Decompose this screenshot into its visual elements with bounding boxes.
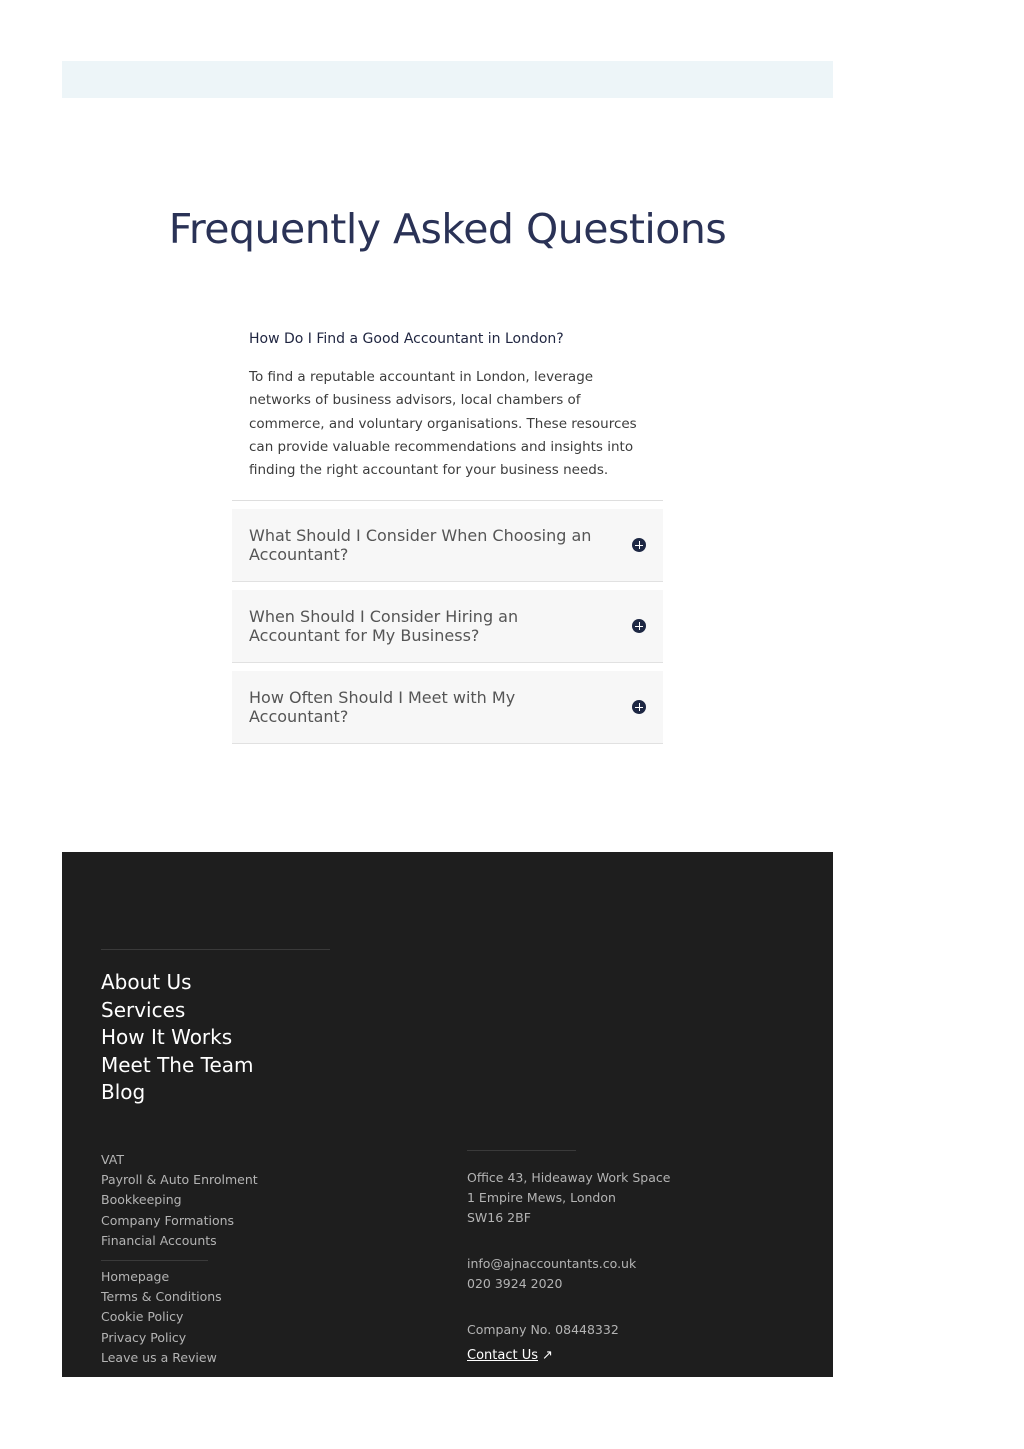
footer-services-list — [101, 1150, 258, 1251]
faq-accordion — [232, 318, 663, 744]
footer-service-link[interactable]: Financial Accounts — [101, 1232, 217, 1248]
footer-divider — [101, 1260, 208, 1261]
faq-answer: To find a reputable accountant in London, leverage networks of business advisors, local chambers of commerce, and voluntary organisations. These resources can provide valuable recommendations and insights into finding the right accountant for your business needs. — [249, 369, 637, 479]
footer-service-link[interactable]: VAT — [101, 1152, 124, 1167]
footer-legal-link[interactable]: Terms & Conditions — [101, 1289, 222, 1305]
footer-divider — [467, 1150, 576, 1151]
arrow-up-right-icon: ↗ — [542, 1348, 553, 1363]
company-number: Company No. 08448332 — [467, 1322, 619, 1337]
footer-nav-how-it-works[interactable]: How It Works — [101, 1025, 233, 1050]
plus-circle-icon[interactable] — [632, 700, 646, 714]
email-link[interactable]: info@ajnaccountants.co.uk — [467, 1256, 637, 1271]
faq-title: Frequently Asked Questions — [168, 205, 727, 253]
footer-service-link[interactable]: Company Formations — [101, 1212, 235, 1228]
footer-nav-meet-the-team[interactable]: Meet The Team — [101, 1052, 254, 1077]
faq-question: What Should I Consider When Choosing an Accountant? — [249, 526, 592, 565]
plus-circle-icon[interactable] — [632, 538, 646, 552]
footer-divider — [101, 949, 330, 950]
contact-us-link[interactable]: Contact Us — [467, 1348, 538, 1363]
footer-nav-about-us[interactable]: About Us — [101, 970, 192, 994]
faq-question: How Often Should I Meet with My Accountant? — [249, 688, 516, 727]
footer-legal-link[interactable]: Privacy Policy — [101, 1329, 187, 1345]
plus-circle-icon[interactable] — [632, 619, 646, 633]
faq-item[interactable] — [232, 590, 663, 663]
faq-item[interactable] — [232, 509, 663, 582]
footer-legal-link[interactable]: Leave us a Review — [101, 1349, 217, 1365]
site-footer — [62, 852, 833, 1377]
footer-legal-link[interactable]: Homepage — [101, 1269, 170, 1284]
footer-contact-block — [467, 1168, 670, 1363]
phone-link[interactable]: 020 3924 2020 — [467, 1276, 563, 1291]
footer-nav-services[interactable]: Services — [101, 997, 186, 1022]
footer-service-link[interactable]: Bookkeeping — [101, 1192, 182, 1208]
footer-legal-link[interactable]: Cookie Policy — [101, 1309, 184, 1325]
footer-nav-blog[interactable]: Blog — [101, 1080, 146, 1105]
footer-main-nav — [101, 969, 253, 1107]
footer-service-link[interactable]: Payroll & Auto Enrolment — [101, 1172, 258, 1188]
faq-item-open[interactable] — [232, 318, 663, 501]
faq-item[interactable] — [232, 671, 663, 744]
address-line: Office 43, Hideaway Work Space — [467, 1170, 671, 1185]
address-line: SW16 2BF — [467, 1210, 531, 1225]
address-line: 1 Empire Mews, London — [467, 1190, 616, 1205]
footer-legal-list — [101, 1267, 222, 1368]
top-banner-strip — [62, 61, 833, 98]
faq-question: When Should I Consider Hiring an Accountant for My Business? — [249, 607, 519, 646]
faq-question[interactable]: How Do I Find a Good Accountant in London? — [249, 331, 564, 347]
